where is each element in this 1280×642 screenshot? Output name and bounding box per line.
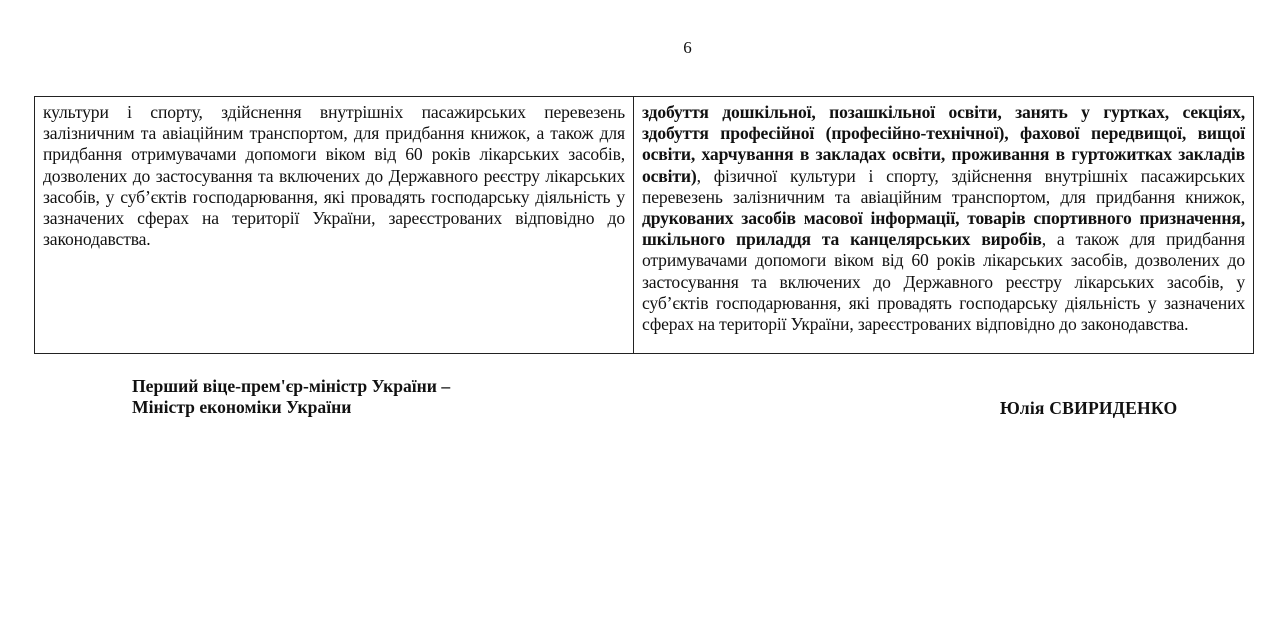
right-cell-text-1: , фізичної культури і спорту, здійснення внутрішніх пасажирських перевезень залізничним та авіаційним транспортом, для придбання книжок, [642, 165, 1245, 207]
table-cell-current-wording [35, 97, 634, 353]
comparison-table [34, 96, 1254, 354]
left-cell-text: культури і спорту, здійснення внутрішніх пасажирських перевезень залізничним та авіаційним транспортом, для придбання книжок, а також для придбання отримувачами допомоги віком від 60 років лікарських засобів, дозволених до застосування та включених до Державного реєстру лікарських засобів, у суб’єктів господарювання, які провадять господарську діяльність у зазначених сферах на території України, зареєстрованих відповідно до законодавства. [43, 102, 625, 250]
table-cell-proposed-wording [634, 97, 1253, 353]
signatory-position [132, 376, 450, 418]
right-cell-bold-2: друкованих засобів масової інформації, товарів спортивного призначення, шкільного приладдя та канцелярських виробів [642, 208, 1245, 250]
signatory-position-line-2: Міністр економіки України [132, 397, 352, 417]
page-number: 6 [683, 38, 692, 57]
signatory-name: Юлія СВИРИДЕНКО [1000, 398, 1178, 418]
right-cell-bold-1: здобуття дошкільної, позашкільної освіти, занять у гуртках, секціях, здобуття професійної (професійно-технічної), фахової передвищої, вищої освіти, харчування в закладах освіти, проживання в гуртожитках закладів освіти) [642, 102, 1245, 186]
right-cell-paragraph [642, 102, 1245, 335]
signatory-position-line-1: Перший віце-прем'єр-міністр України – [132, 376, 451, 396]
right-cell-text-2: , а також для придбання отримувачами допомоги віком від 60 років лікарських засобів, дозволених до застосування та включених до Державного реєстру лікарських засобів, у суб’єктів господарювання, які провадять господарську діяльність у зазначених сферах на території України, зареєстрованих відповідно до законодавства. [642, 229, 1245, 335]
